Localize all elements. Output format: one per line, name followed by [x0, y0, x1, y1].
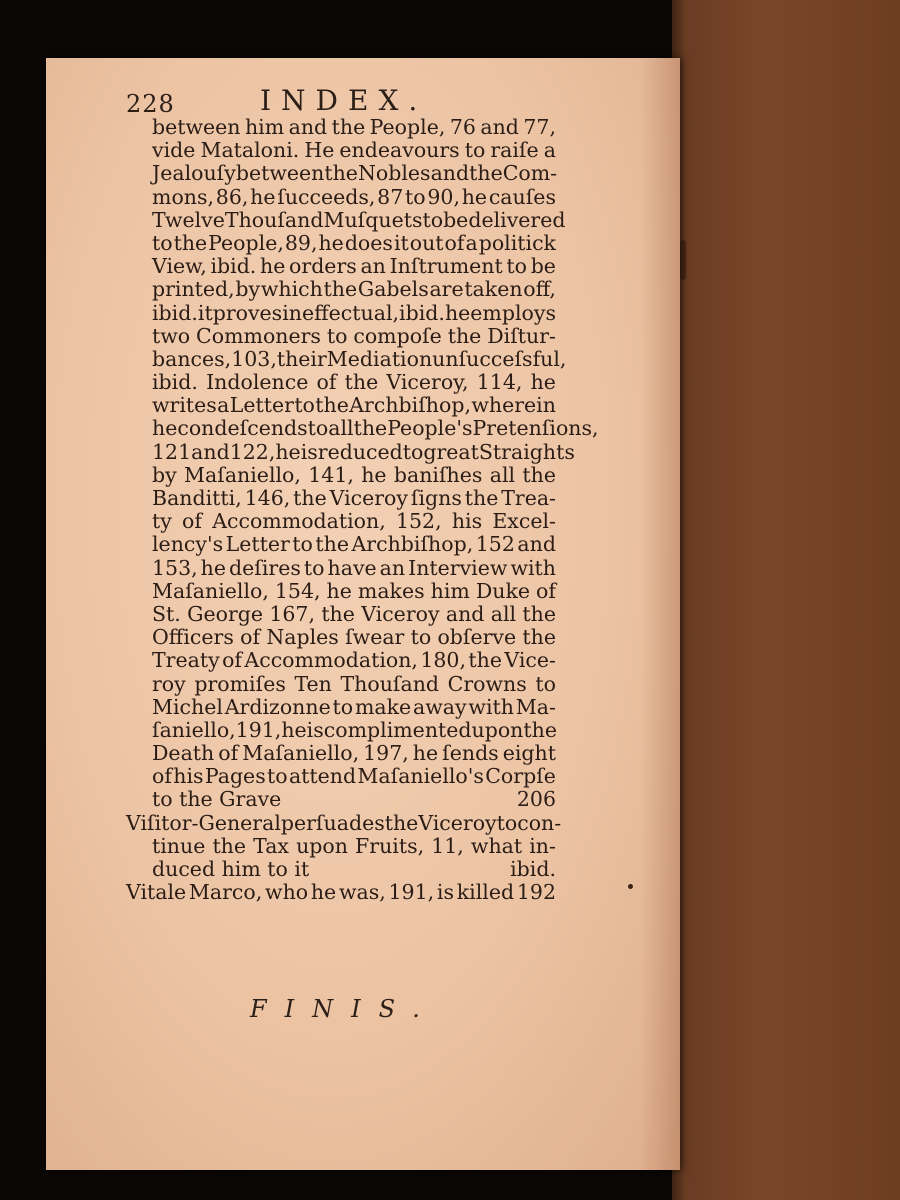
index-line: he condeſcends to all the People's Pretenſions, [152, 416, 599, 441]
book-board [672, 0, 900, 1200]
ink-speck [628, 884, 633, 889]
index-line: Viſitor-General perſuades the Viceroy to con- [126, 810, 562, 835]
index-line-text: to the Grave [152, 787, 282, 812]
page-gutter-shadow [640, 58, 680, 1170]
index-line: writes a Letter to the Archbiſhop, wherein [152, 393, 556, 418]
index-line: two Commoners to compoſe the Diſtur- [152, 323, 556, 348]
index-line: ibid. Indolence of the Viceroy, 114, he [152, 370, 556, 395]
index-line: ty of Accommodation, 152, his Excel- [152, 509, 556, 534]
index-line: Jealouſy between the Nobles and the Com- [152, 161, 558, 186]
index-line: St. George 167, the Viceroy and all the [152, 601, 556, 626]
index-line: Death of Maſaniello, 197, he ſends eight [152, 741, 556, 766]
index-line: vide Mataloni. He endeavours to raiſe a [152, 138, 556, 163]
index-line: Vitale Marco, who he was, 191, is killed 192 [126, 880, 556, 905]
finis-text: FINIS. [250, 995, 438, 1023]
page-number: 228 [126, 90, 175, 118]
index-line: tinue the Tax upon Fruits, 11, what in- [152, 833, 556, 858]
board-mark [680, 240, 686, 280]
index-line-page-ref: 206 [516, 787, 556, 812]
index-line-page-ref: ibid. [510, 857, 556, 881]
running-head: INDEX. [260, 84, 428, 117]
index-line: Twelve Thouſand Muſquets to be delivered [152, 207, 566, 232]
index-line: printed, by which the Gabels are taken off, [152, 277, 556, 302]
index-line: ibid. it proves ineffectual, ibid. he employs [152, 300, 556, 325]
index-line: between him and the People, 76 and 77, [152, 115, 556, 139]
index-line: roy promiſes Ten Thouſand Crowns to [152, 671, 556, 696]
index-line: Banditti, 146, the Viceroy ſigns the Trea- [152, 486, 556, 510]
index-line: ſaniello, 191, he is complimented upon the [152, 717, 557, 742]
index-line: by Maſaniello, 141, he baniſhes all the [152, 462, 556, 487]
index-line: View, ibid. he orders an Inſtrument to be [152, 254, 556, 279]
index-line: Officers of Naples ſwear to obſerve the [152, 625, 556, 650]
index-line [152, 858, 556, 881]
index-line [152, 788, 556, 811]
index-line-text: duced him to it [152, 857, 310, 881]
index-line: Michel Ardizonne to make away with Ma- [152, 694, 556, 719]
index-line: Maſaniello, 154, he makes him Duke of [152, 578, 556, 603]
index-line: mons, 86, he ſucceeds, 87 to 90, he cauſes [152, 184, 556, 209]
index-line: 121 and 122, he is reduced to great Straights [152, 439, 575, 464]
index-line: 153, he deſires to have an Interview with [152, 555, 556, 580]
index-line: of his Pages to attend Maſaniello's Corpſe [152, 764, 556, 789]
index-line: bances, 103, their Mediation unſucceſsful, [152, 346, 567, 371]
index-text [126, 115, 599, 905]
index-line: to the People, 89, he does it out of a politick [152, 230, 556, 255]
index-line: Treaty of Accommodation, 180, the Vice- [152, 648, 556, 673]
index-line: lency's Letter to the Archbiſhop, 152 and [152, 532, 556, 557]
